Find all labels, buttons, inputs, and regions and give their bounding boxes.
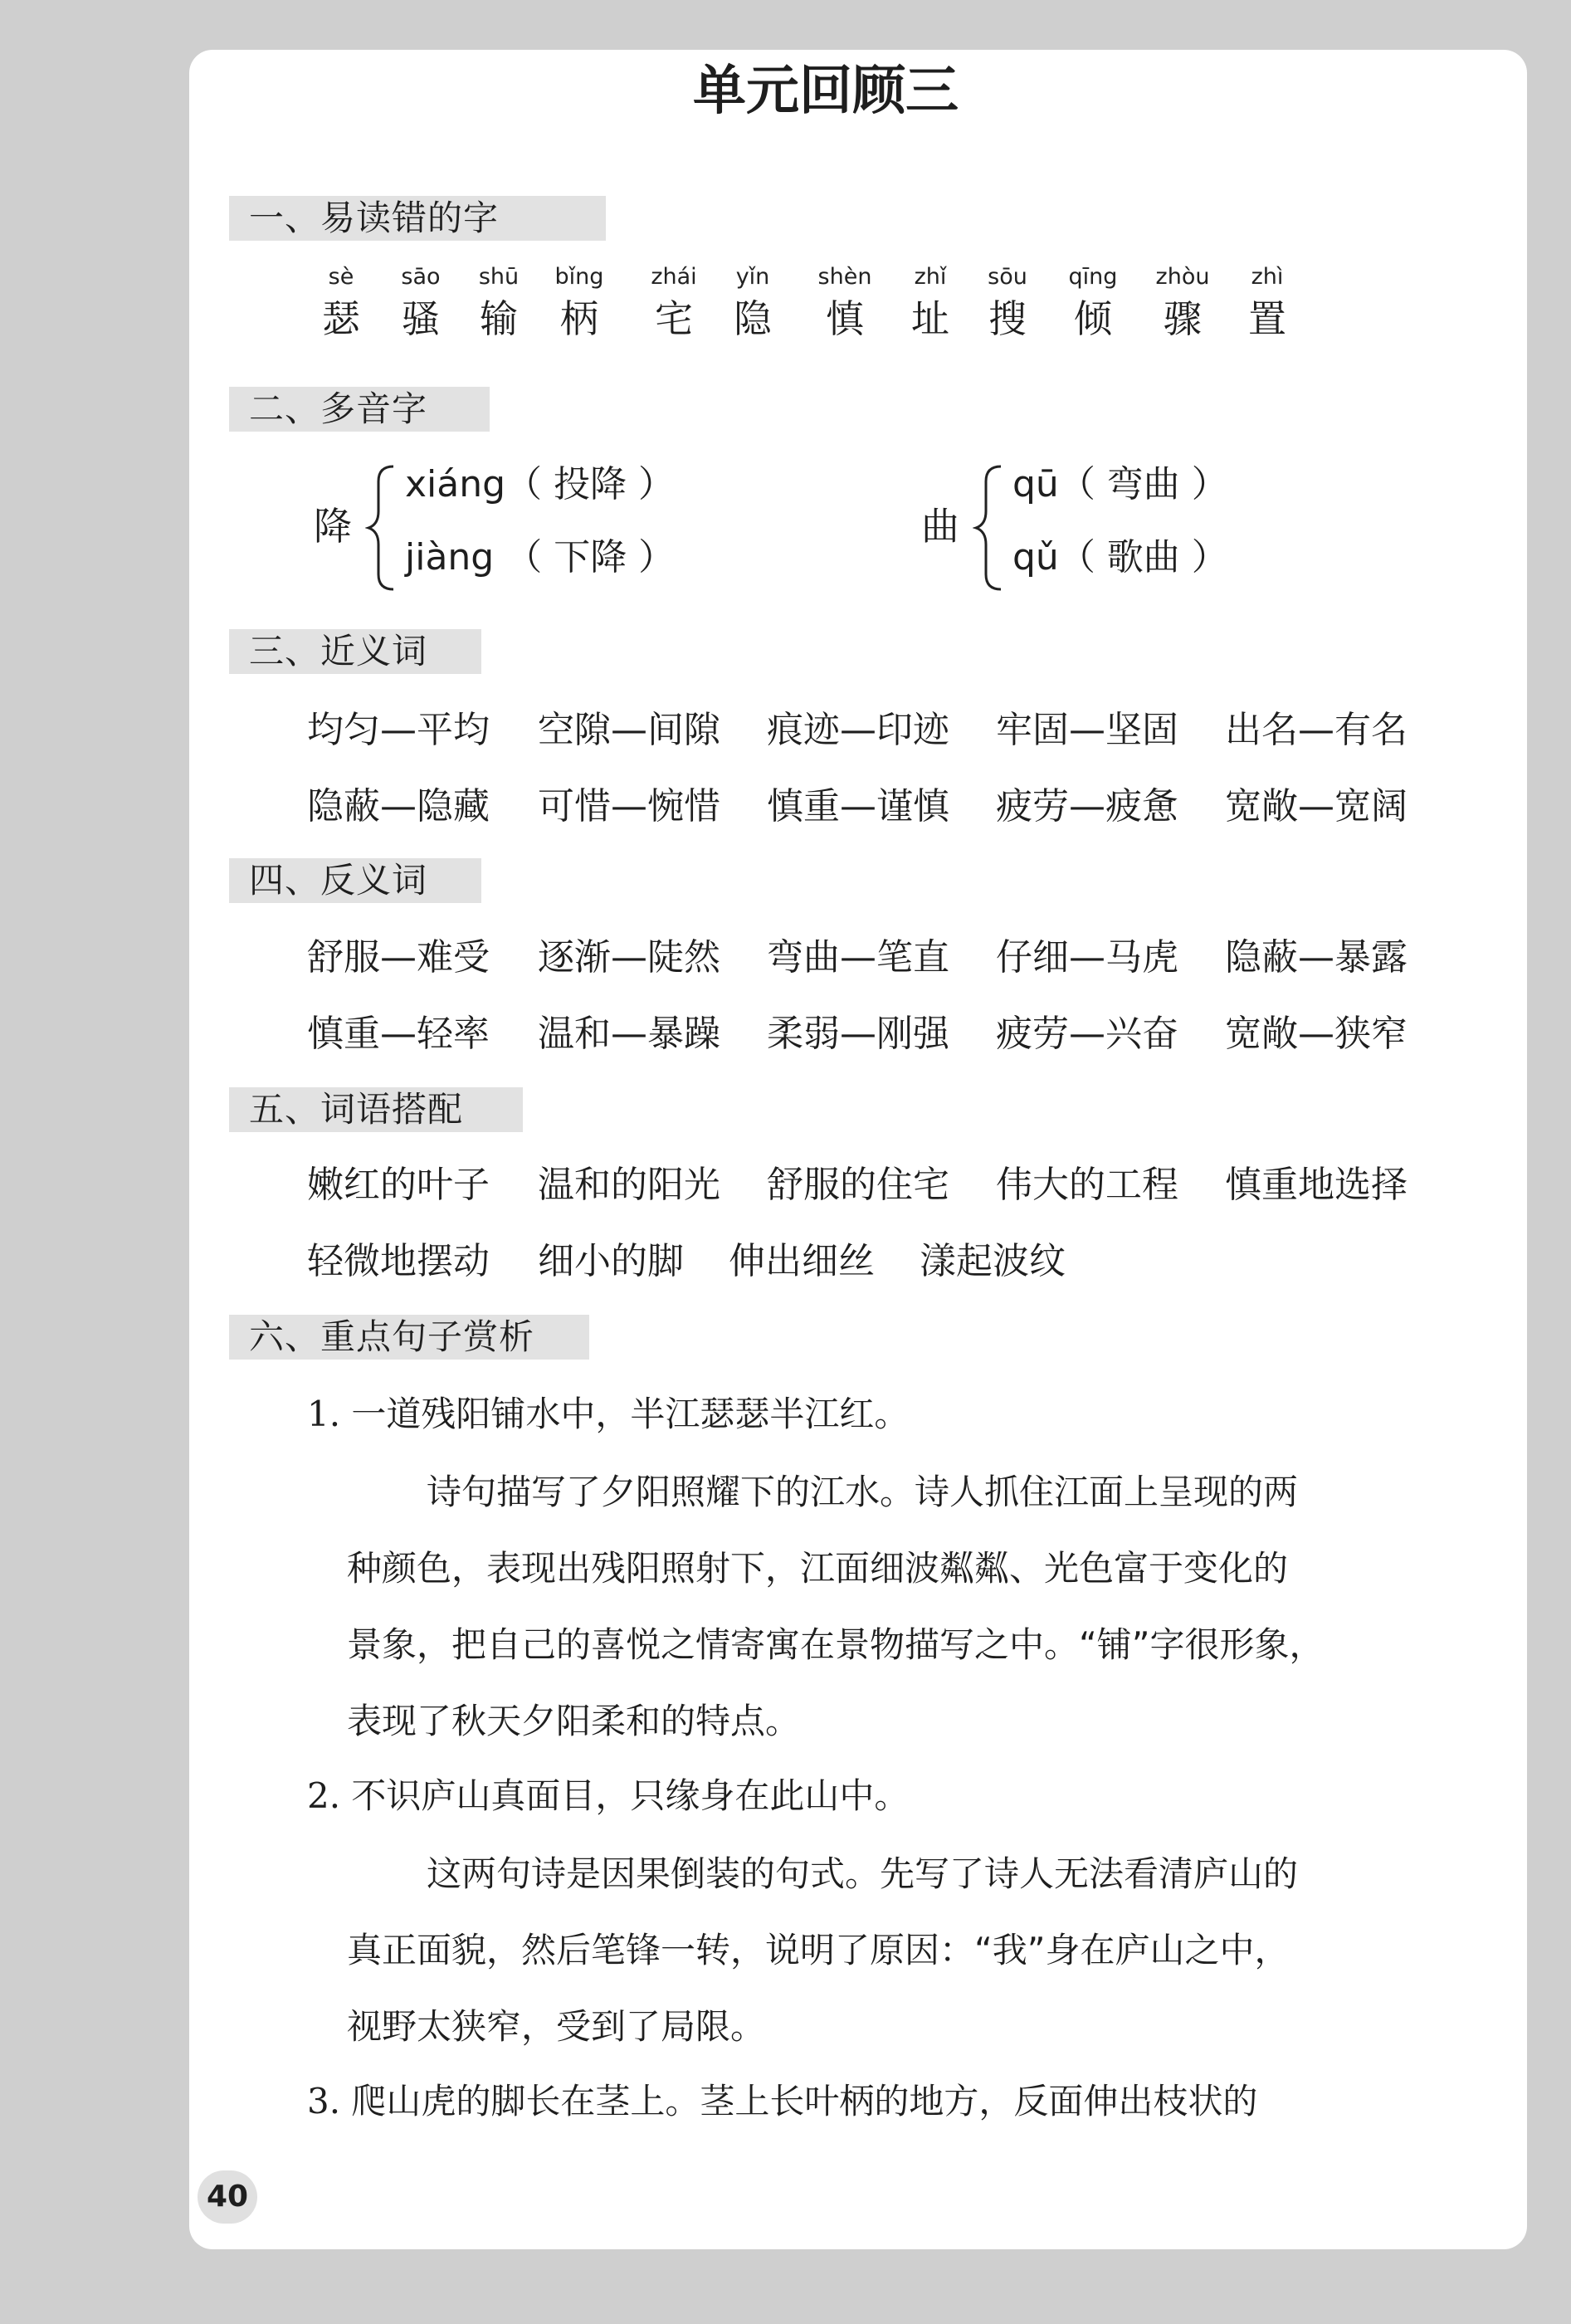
section-heading-collocations: 五、词语搭配 [229,1087,523,1132]
section-heading-polyphones: 二、多音字 [229,387,490,432]
word-pair: 出名—有名 [1225,709,1408,751]
page-number: 40 [198,2170,257,2224]
char-item: zhái 宅 [651,264,697,341]
word-pair: 慎重—谨慎 [767,785,949,828]
section-heading-sentences: 六、重点句子赏析 [229,1315,589,1360]
word-pair: 逐渐—陡然 [538,936,720,979]
char-item: zhǐ 址 [911,264,949,341]
word-pair: 宽敞—狭窄 [1225,1013,1408,1055]
char-item: sōu 搜 [988,264,1027,341]
char-item: yǐn 隐 [734,264,772,341]
sentence-quote: 3. 爬山虎的脚长在茎上。茎上长叶柄的地方，反面伸出枝状的 [307,2081,1258,2121]
char-item: sè 瑟 [322,264,360,341]
polyphone-reading: qǔ（ 歌曲 ） [1012,536,1228,579]
char-item: shū 输 [478,264,520,341]
word-pair: 牢固—坚固 [996,709,1178,751]
word-pair: 仔细—马虎 [996,936,1178,979]
brace-icon [365,461,398,594]
collocation: 舒服的住宅 [767,1164,949,1206]
collocation: 细小的脚 [538,1240,684,1282]
sentence-quote: 2. 不识庐山真面目，只缘身在此山中。 [307,1775,910,1816]
polyphone-char: 降 [314,504,352,549]
word-pair: 柔弱—刚强 [767,1013,949,1055]
word-pair: 隐蔽—暴露 [1225,936,1408,979]
word-pair: 弯曲—笔直 [767,936,949,979]
collocation: 嫩红的叶子 [307,1164,490,1206]
word-pair: 均匀—平均 [307,709,490,751]
collocation: 伟大的工程 [996,1164,1178,1206]
section-heading-misread: 一、易读错的字 [229,196,606,241]
char-item: zhì 置 [1248,264,1286,341]
polyphone-reading: jiàng （ 下降 ） [405,536,676,579]
word-pair: 可惜—惋惜 [538,785,720,828]
section-heading-antonyms: 四、反义词 [229,858,481,903]
word-pair: 疲劳—兴奋 [996,1013,1178,1055]
word-pair: 隐蔽—隐藏 [307,785,490,828]
char-item: bǐng 柄 [554,264,604,341]
sentence-analysis: 这两句诗是因果倒装的句式。先写了诗人无法看清庐山的 真正面貌，然后笔锋一转，说明了原因：“我”身在庐山之中， 视野太狭窄，受到了局限。 [347,1853,1299,2047]
collocation: 伸出细丝 [729,1240,875,1282]
polyphone-group [921,461,1270,594]
sentence-analysis: 诗句描写了夕阳照耀下的江水。诗人抓住江面上呈现的两 种颜色，表现出残阳照射下，江面细波粼粼、光色富于变化的 景象，把自己的喜悦之情寄寓在景物描写之中。“铺”字很形象， 表现了秋天夕阳柔和的特点。 [347,1472,1325,1741]
word-pair: 疲劳—疲惫 [996,785,1178,828]
brace-icon [973,461,1006,594]
page-title: 单元回顾三 [693,60,959,122]
polyphone-char: 曲 [921,504,959,549]
char-item: zhòu 骤 [1155,264,1210,341]
word-pair: 舒服—难受 [307,936,490,979]
polyphone-reading: qū（ 弯曲 ） [1012,463,1228,505]
char-item: sāo 骚 [401,264,441,341]
sentence-quote: 1. 一道残阳铺水中，半江瑟瑟半江红。 [307,1394,910,1434]
polyphone-reading: xiáng（ 投降 ） [405,463,676,505]
collocation: 轻微地摆动 [307,1240,490,1282]
char-item: shèn 慎 [817,264,872,341]
word-pair: 温和—暴躁 [538,1013,720,1055]
collocation: 漾起波纹 [920,1240,1066,1282]
char-item: qīng 倾 [1068,264,1118,341]
collocation: 温和的阳光 [538,1164,720,1206]
word-pair: 痕迹—印迹 [767,709,949,751]
polyphone-group [314,461,745,594]
collocation: 慎重地选择 [1225,1164,1408,1206]
section-heading-synonyms: 三、近义词 [229,629,481,674]
word-pair: 空隙—间隙 [538,709,720,751]
word-pair: 慎重—轻率 [307,1013,490,1055]
word-pair: 宽敞—宽阔 [1225,785,1408,828]
